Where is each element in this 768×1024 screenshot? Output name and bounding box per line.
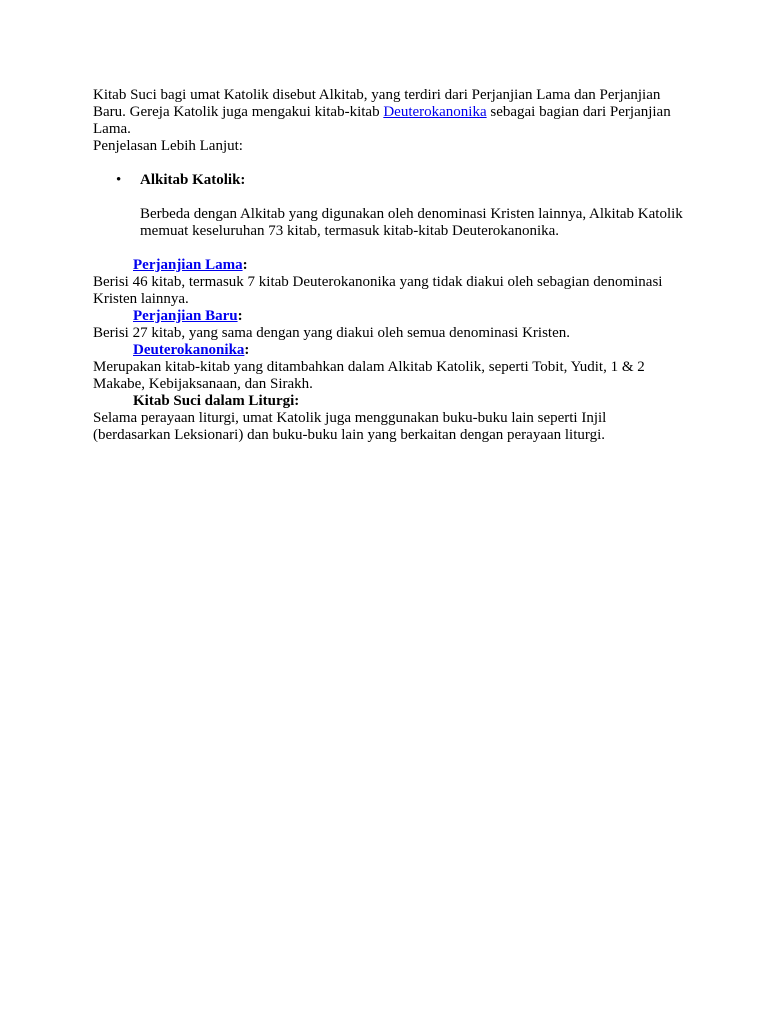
- kitab-suci-liturgi-heading: Kitab Suci dalam Liturgi:: [133, 393, 300, 409]
- desc-perjanjian-lama: Berisi 46 kitab, termasuk 7 kitab Deuterokanonika yang tidak diakui oleh sebagian denominasi Kristen lainnya.: [93, 274, 663, 307]
- term-colon: :: [237, 308, 243, 324]
- intro-text-1: Kitab Suci bagi umat Katolik disebut Alkitab, yang terdiri dari Perjanjian Lama dan Perjanjian Baru. Gereja Katolik juga mengakui kitab-kitab: [93, 87, 661, 120]
- definition-list: [93, 257, 683, 444]
- bullet-description: Berbeda dengan Alkitab yang digunakan oleh denominasi Kristen lainnya, Alkitab Katolik memuat keseluruhan 73 kitab, termasuk kitab-kitab Deuterokanonika.: [140, 206, 683, 239]
- perjanjian-lama-link[interactable]: Perjanjian Lama: [133, 257, 243, 273]
- term-colon: :: [242, 257, 248, 273]
- term-deuterokanonika: [93, 342, 683, 359]
- desc-deuterokanonika: Merupakan kitab-kitab yang ditambahkan dalam Alkitab Katolik, seperti Tobit, Yudit, 1 & 2 Makabe, Kebijaksanaan, dan Sirakh.: [93, 359, 645, 392]
- perjanjian-baru-link[interactable]: Perjanjian Baru: [133, 308, 238, 324]
- deuterokanonika-term-link[interactable]: Deuterokanonika: [133, 342, 245, 358]
- bullet-icon: •: [116, 172, 122, 188]
- term-perjanjian-baru: [93, 308, 683, 325]
- bullet-list: [93, 172, 683, 189]
- intro-paragraph: [93, 87, 683, 138]
- term-colon: :: [244, 342, 250, 358]
- bullet-title: Alkitab Katolik:: [140, 172, 246, 188]
- intro-subheading: Penjelasan Lebih Lanjut:: [93, 138, 243, 154]
- intro-text-2: sebagai bagian dari Perjanjian Lama.: [93, 104, 671, 137]
- list-item: [93, 172, 683, 189]
- term-kitab-suci-liturgi: [93, 393, 683, 410]
- term-perjanjian-lama: [93, 257, 683, 274]
- deuterokanonika-link[interactable]: Deuterokanonika: [383, 104, 487, 120]
- desc-perjanjian-baru: Berisi 27 kitab, yang sama dengan yang diakui oleh semua denominasi Kristen.: [93, 325, 570, 341]
- document-page: [93, 87, 683, 444]
- desc-kitab-suci-liturgi: Selama perayaan liturgi, umat Katolik juga menggunakan buku-buku lain seperti Injil (berdasarkan Leksionari) dan buku-buku lain yang berkaitan dengan perayaan liturgi.: [93, 410, 607, 443]
